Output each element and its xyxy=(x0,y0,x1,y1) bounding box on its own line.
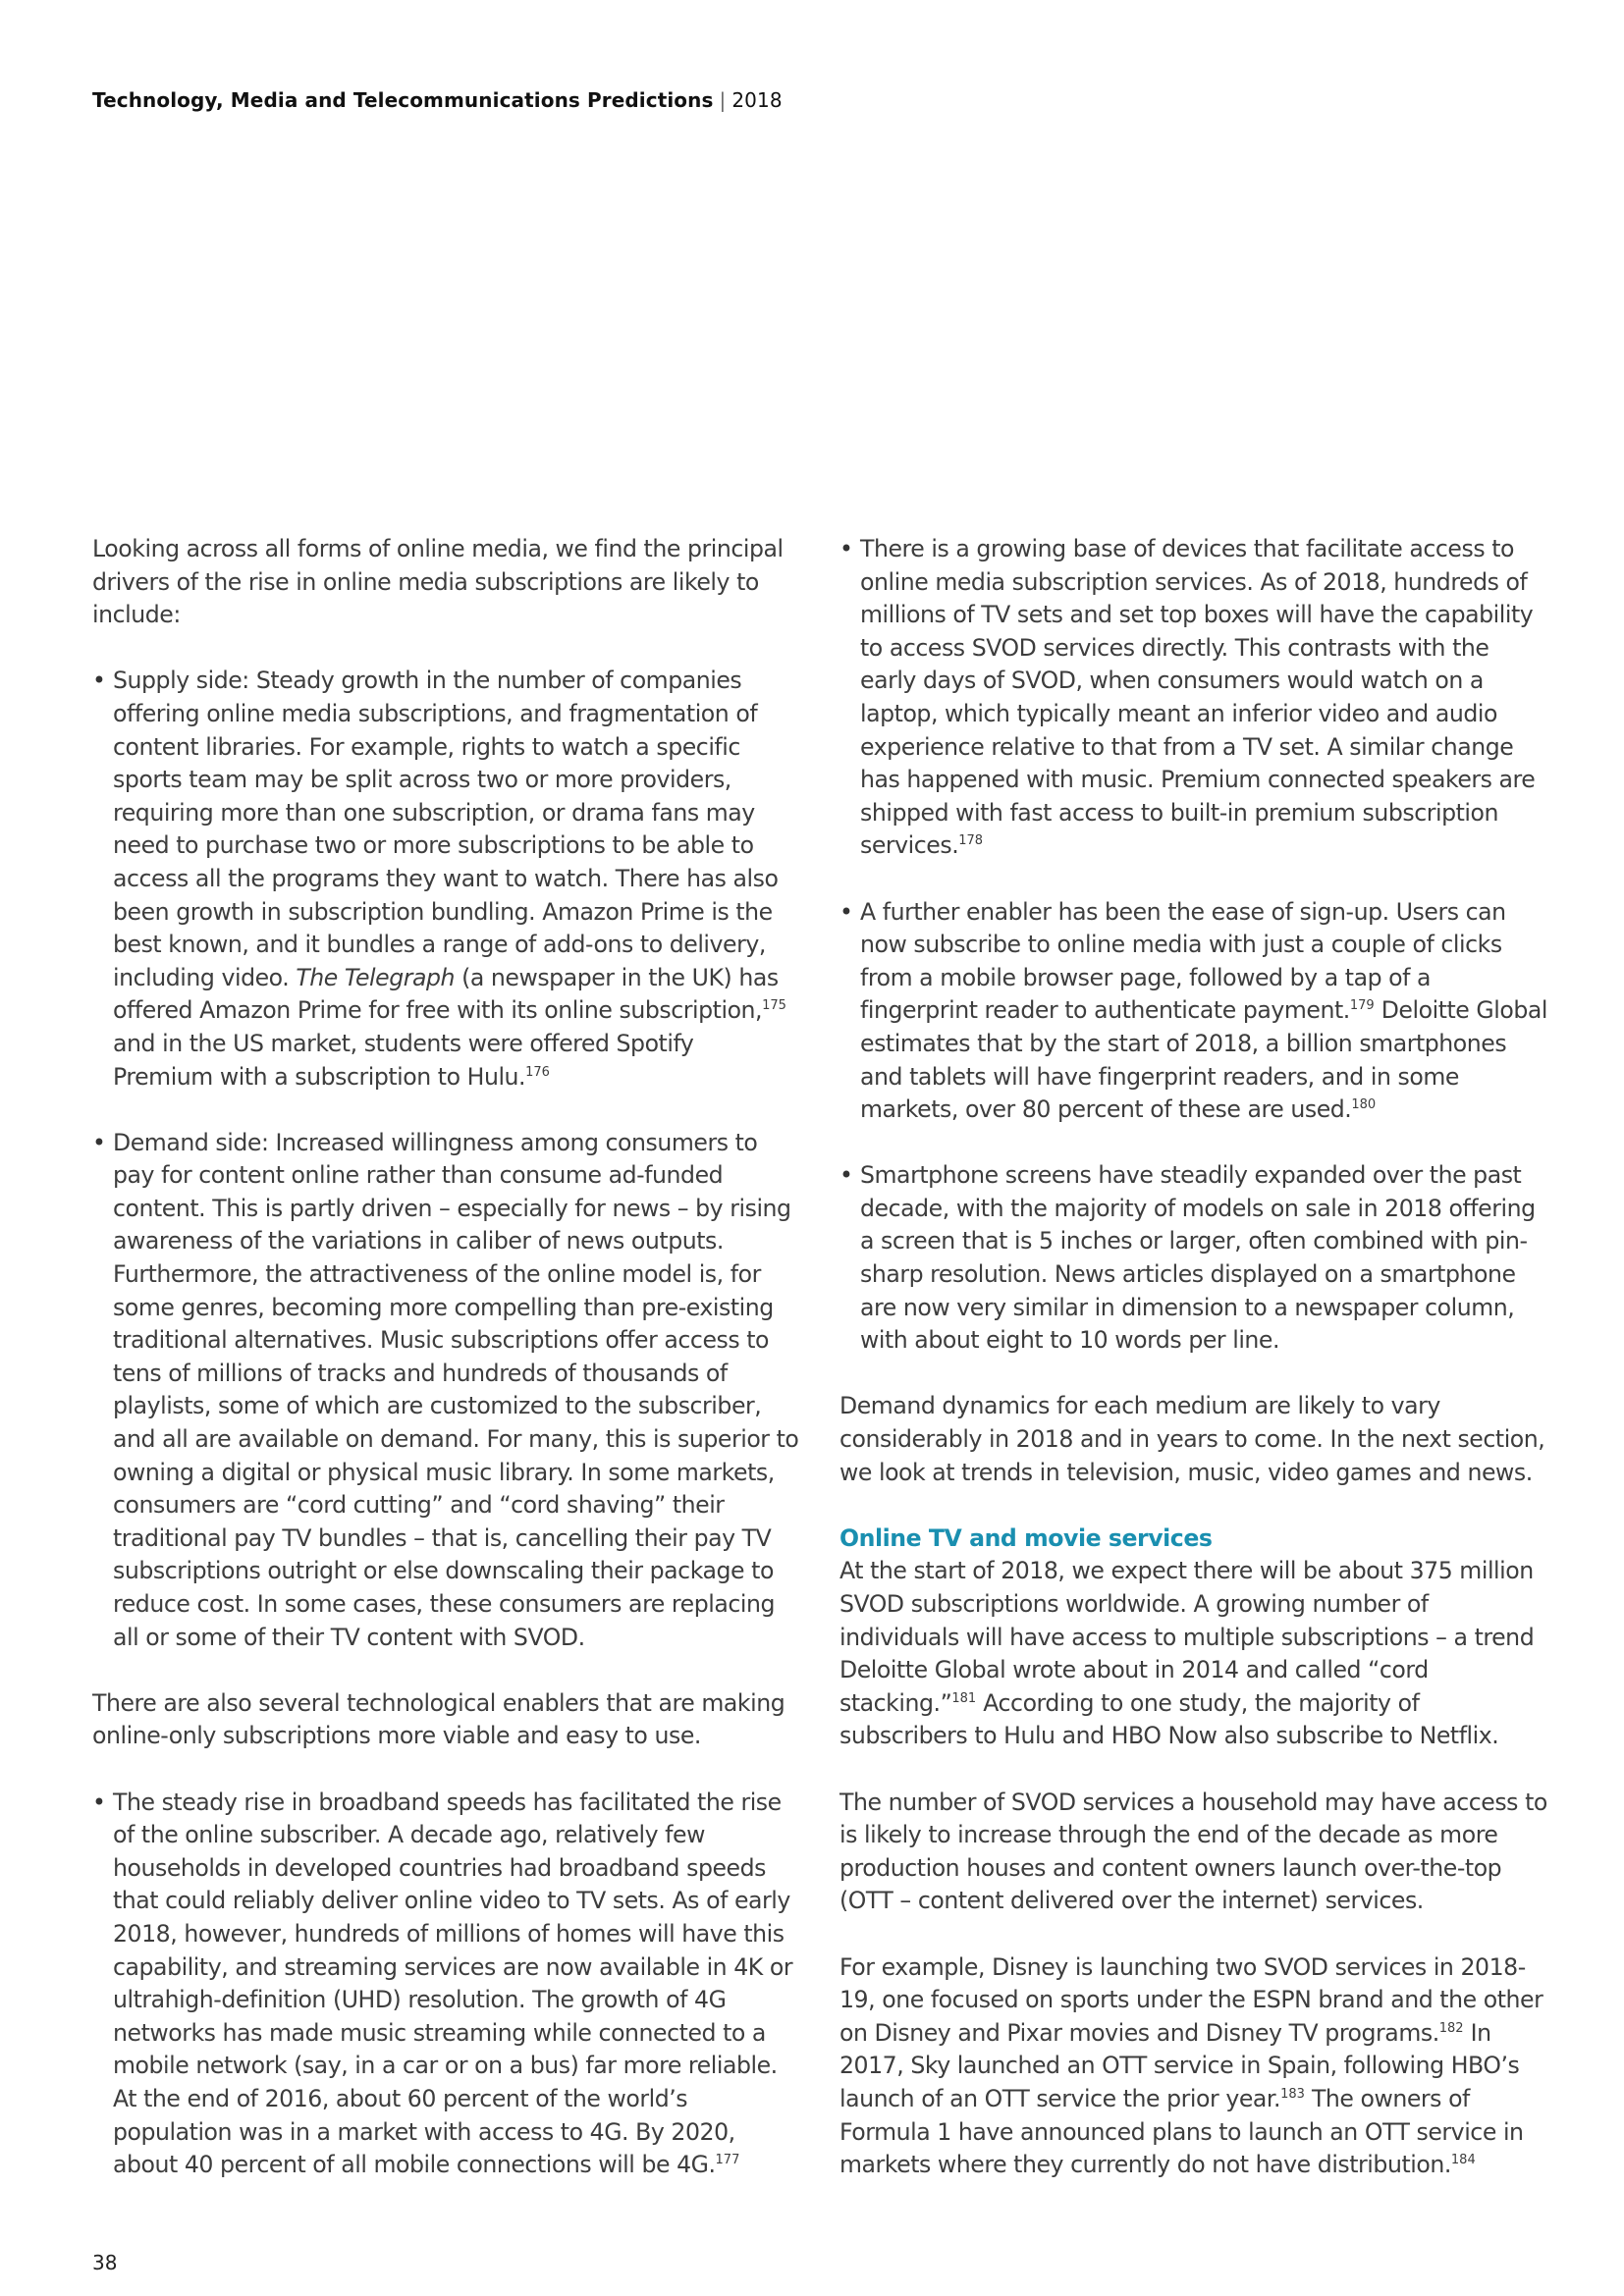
header-separator: | xyxy=(719,88,727,112)
bullet-broadband xyxy=(92,1787,799,2182)
footnote-179: 179 xyxy=(1349,998,1375,1014)
bullet-signup xyxy=(839,896,1551,1127)
bullet-demand-side: • Demand side: Increased willingness among consumers to pay for content online rather than consume ad-funded content. This is partly driven – especially for news – by rising awareness of the variations in caliber of news outputs. Furthermore, the attractiveness of the online model is, for some genres, becoming more compelling than pre-existing traditional alternatives. Music subscriptions offer access to tens of millions of tracks and hundreds of thousands of playlists, some of which are customized to the subscriber, and all are available on demand. For many, this is superior to owning a digital or physical music library. In some markets, consumers are “cord cutting” and “cord shaving” their traditional pay TV bundles – that is, cancelling their pay TV subscriptions outright or else downscaling their package to reduce cost. In some cases, these consumers are replacing all or some of their TV content with SVOD. xyxy=(92,1127,799,1655)
example-text-end: The owners of Formula 1 have announced plans to launch an OTT service in markets where they currently do not have distribution. xyxy=(839,2084,1524,2179)
supply-text-cont: (a newspaper in the UK) has offered Amazon Prime for free with its online subscription, xyxy=(113,963,779,1025)
svod-text-cont: According to one study, the majority of subscribers to Hulu and HBO Now also subscribe to Netflix. xyxy=(839,1688,1499,1750)
bullet-supply-side xyxy=(92,665,799,1094)
demand-dynamics-paragraph: Demand dynamics for each medium are likely to vary considerably in 2018 and in years to come. In the next section, we look at trends in television, music, video games and news. xyxy=(839,1392,1545,1486)
intro-paragraph: Looking across all forms of online media, we find the principal drivers of the rise in online media subscriptions are likely to include: xyxy=(92,535,784,629)
footnote-180: 180 xyxy=(1351,1097,1377,1113)
footnote-181: 181 xyxy=(951,1690,977,1706)
example-paragraph xyxy=(839,1951,1551,2182)
signup-text: A further enabler has been the ease of sign-up. Users can now subscribe to online media with just a couple of clicks from a mobile browser page, followed by a tap of a fingerprint reader to authenticate payment. xyxy=(860,897,1506,1025)
example-text-cont: In 2017, Sky launched an OTT service in Spain, following HBO’s launch of an OTT service the prior year. xyxy=(839,2018,1520,2112)
section-heading: Online TV and movie services xyxy=(839,1523,1213,1552)
telegraph-title: The Telegraph xyxy=(296,963,456,991)
devices-text: There is a growing base of devices that facilitate access to online media subscription services. As of 2018, hundreds of millions of TV sets and set top boxes will have the capability to access SVOD services directly. This contrasts with the early days of SVOD, when consumers would watch on a laptop, which typically meant an inferior video and audio experience relative to that from a TV set. A similar change has happened with music. Premium connected speakers are shipped with fast access to built-in premium subscription services. xyxy=(860,535,1536,860)
example-text: For example, Disney is launching two SVOD services in 2018-19, one focused on sports under the ESPN brand and the other on Disney and Pixar movies and Disney TV programs. xyxy=(839,1952,1543,2047)
svod-paragraph xyxy=(839,1555,1551,1753)
supply-text-end: and in the US market, students were offered Spotify Premium with a subscription to Hulu. xyxy=(113,1029,694,1091)
publication-year: 2018 xyxy=(731,88,783,112)
enablers-paragraph: There are also several technological enablers that are making online-only subscriptions more viable and easy to use. xyxy=(92,1688,785,1750)
page-number: 38 xyxy=(92,2251,118,2274)
left-column xyxy=(92,533,799,2215)
footnote-177: 177 xyxy=(715,2153,740,2168)
footnote-176: 176 xyxy=(525,1064,550,1080)
supply-text: Supply side: Steady growth in the number of companies offering online media subscriptions, and fragmentation of content libraries. For example, rights to watch a specific sports team may be split across two or more providers, requiring more than one subscription, or drama fans may need to purchase two or more subscriptions to be able to access all the programs they want to watch. There has also been growth in subscription bundling. Amazon Prime is the best known, and it bundles a range of add-ons to delivery, including video. xyxy=(113,667,779,991)
footnote-183: 183 xyxy=(1280,2086,1305,2102)
svod-text: At the start of 2018, we expect there will be about 375 million SVOD subscriptions worldwide. A growing number of individuals will have access to multiple subscriptions – a trend Deloitte Global wrote about in 2014 and called “cord stacking.” xyxy=(839,1557,1535,1717)
footnote-175: 175 xyxy=(762,998,786,1014)
signup-text-cont: Deloitte Global estimates that by the start of 2018, a billion smartphones and tablets will have fingerprint readers, and in some markets, over 80 percent of these are used. xyxy=(860,996,1547,1124)
footnote-182: 182 xyxy=(1438,2020,1464,2036)
right-column xyxy=(839,533,1551,2215)
footnote-184: 184 xyxy=(1450,2153,1476,2168)
bullet-screens: • Smartphone screens have steadily expanded over the past decade, with the majority of models on sale in 2018 offering a screen that is 5 inches or larger, often combined with pin-sharp resolution. News articles displayed on a smartphone are now very similar in dimension to a newspaper column, with about eight to 10 words per line. xyxy=(839,1159,1551,1358)
broadband-text: The steady rise in broadband speeds has facilitated the rise of the online subscriber. A decade ago, relatively few households in developed countries had broadband speeds that could reliably deliver online video to TV sets. As of early 2018, however, hundreds of millions of homes will have this capability, and streaming services are now available in 4K or ultrahigh-definition (UHD) resolution. The growth of 4G networks has made music streaming while connected to a mobile network (say, in a car or on a bus) far more reliable. At the end of 2016, about 60 percent of the world’s population was in a market with access to 4G. By 2020, about 40 percent of all mobile connections will be 4G. xyxy=(113,1788,793,2179)
bullet-devices xyxy=(839,533,1551,863)
running-header xyxy=(92,88,783,112)
ott-paragraph: The number of SVOD services a household may have access to is likely to increase through the end of the decade as more production houses and content owners launch over-the-top (OTT – content delivered over the internet) services. xyxy=(839,1788,1547,1915)
footnote-178: 178 xyxy=(958,833,984,849)
publication-title: Technology, Media and Telecommunications Predictions xyxy=(92,88,714,112)
